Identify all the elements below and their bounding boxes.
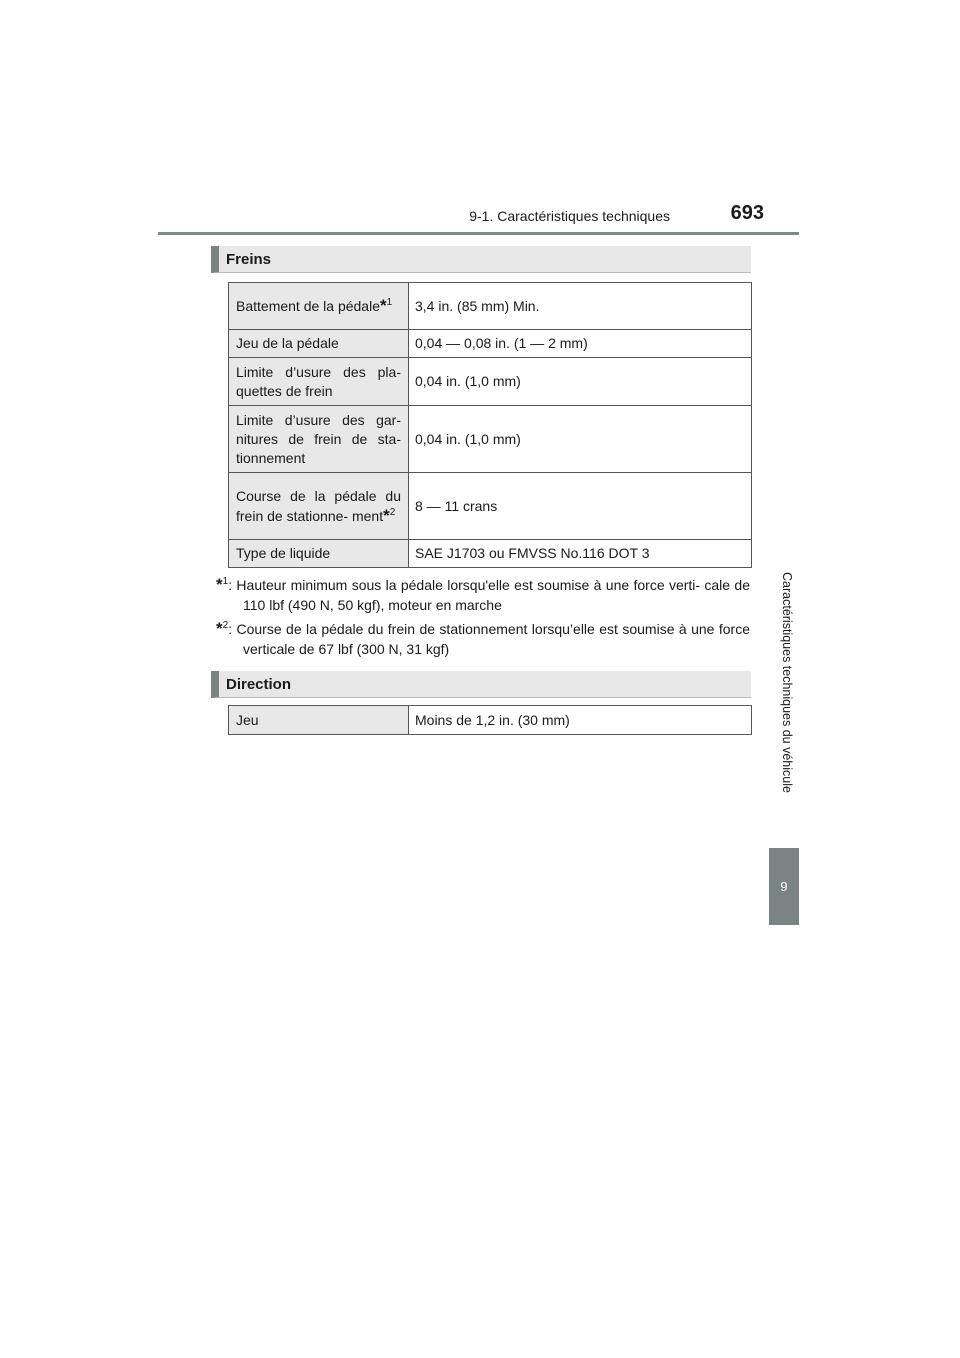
footnote-1: *$^1$: Hauteur minimum sous la pédale lorsqu'elle est soumise à une force verti- cale de 110 lbf (490 N, 50 kgf), moteur en marche bbox=[216, 575, 750, 613]
spec-value: Moins de 1,2 in. (30 mm) bbox=[409, 706, 752, 735]
header-rule bbox=[158, 232, 799, 235]
spec-value: SAE J1703 ou FMVSS No.116 DOT 3 bbox=[409, 540, 752, 568]
section-header-direction bbox=[211, 671, 751, 698]
side-tab-chapter-number: 9 bbox=[769, 848, 799, 925]
table-row bbox=[229, 358, 752, 406]
footnote-text: : Course de la pédale du frein de stationnement lorsqu’elle est soumise à une force verticale de 67 lbf (300 N, 31 kgf) bbox=[228, 621, 750, 657]
section-title-direction: Direction bbox=[226, 676, 292, 693]
table-row bbox=[229, 406, 752, 473]
section-title-freins: Freins bbox=[226, 251, 272, 268]
footnote-2: *$^2$: Course de la pédale du frein de stationnement lorsqu’elle est soumise à une force verticale de 67 lbf (300 N, 31 kgf) bbox=[216, 619, 750, 657]
spec-value: 3,4 in. (85 mm) Min. bbox=[409, 283, 752, 330]
spec-value: 8 — 11 crans bbox=[409, 473, 752, 540]
section-header-freins bbox=[211, 246, 751, 273]
spec-label: Jeu de la pédale bbox=[229, 330, 409, 358]
side-tab-chapter-title: Caractéristiques techniques du véhicule bbox=[780, 572, 794, 793]
footnote-mark: 2 bbox=[222, 620, 229, 631]
table-row bbox=[229, 330, 752, 358]
spec-value: 0,04 in. (1,0 mm) bbox=[409, 358, 752, 406]
header-section-title: 9-1. Caractéristiques techniques bbox=[469, 208, 670, 224]
footnote-text: : Hauteur minimum sous la pédale lorsqu'elle est soumise à une force verti- cale de 110 lbf (490 N, 50 kgf), moteur en marche bbox=[228, 577, 750, 613]
page-number: 693 bbox=[730, 202, 764, 224]
spec-label: Limite d’usure des gar- nitures de frein de sta- tionnement bbox=[229, 406, 409, 473]
table-row bbox=[229, 706, 752, 735]
table-row bbox=[229, 540, 752, 568]
spec-label: Battement de la pédale*$^1$ bbox=[229, 283, 409, 330]
table-row bbox=[229, 473, 752, 540]
table-row bbox=[229, 283, 752, 330]
spec-label: Course de la pédale du frein de stationne- ment*$^2$ bbox=[229, 473, 409, 540]
spec-label: Jeu bbox=[229, 706, 409, 735]
spec-value: 0,04 — 0,08 in. (1 — 2 mm) bbox=[409, 330, 752, 358]
direction-spec-table bbox=[228, 705, 752, 735]
spec-label: Limite d’usure des pla- quettes de frein bbox=[229, 358, 409, 406]
spec-value: 0,04 in. (1,0 mm) bbox=[409, 406, 752, 473]
spec-label: Type de liquide bbox=[229, 540, 409, 568]
footnote-mark: 1 bbox=[222, 576, 229, 587]
freins-spec-table bbox=[228, 282, 752, 568]
